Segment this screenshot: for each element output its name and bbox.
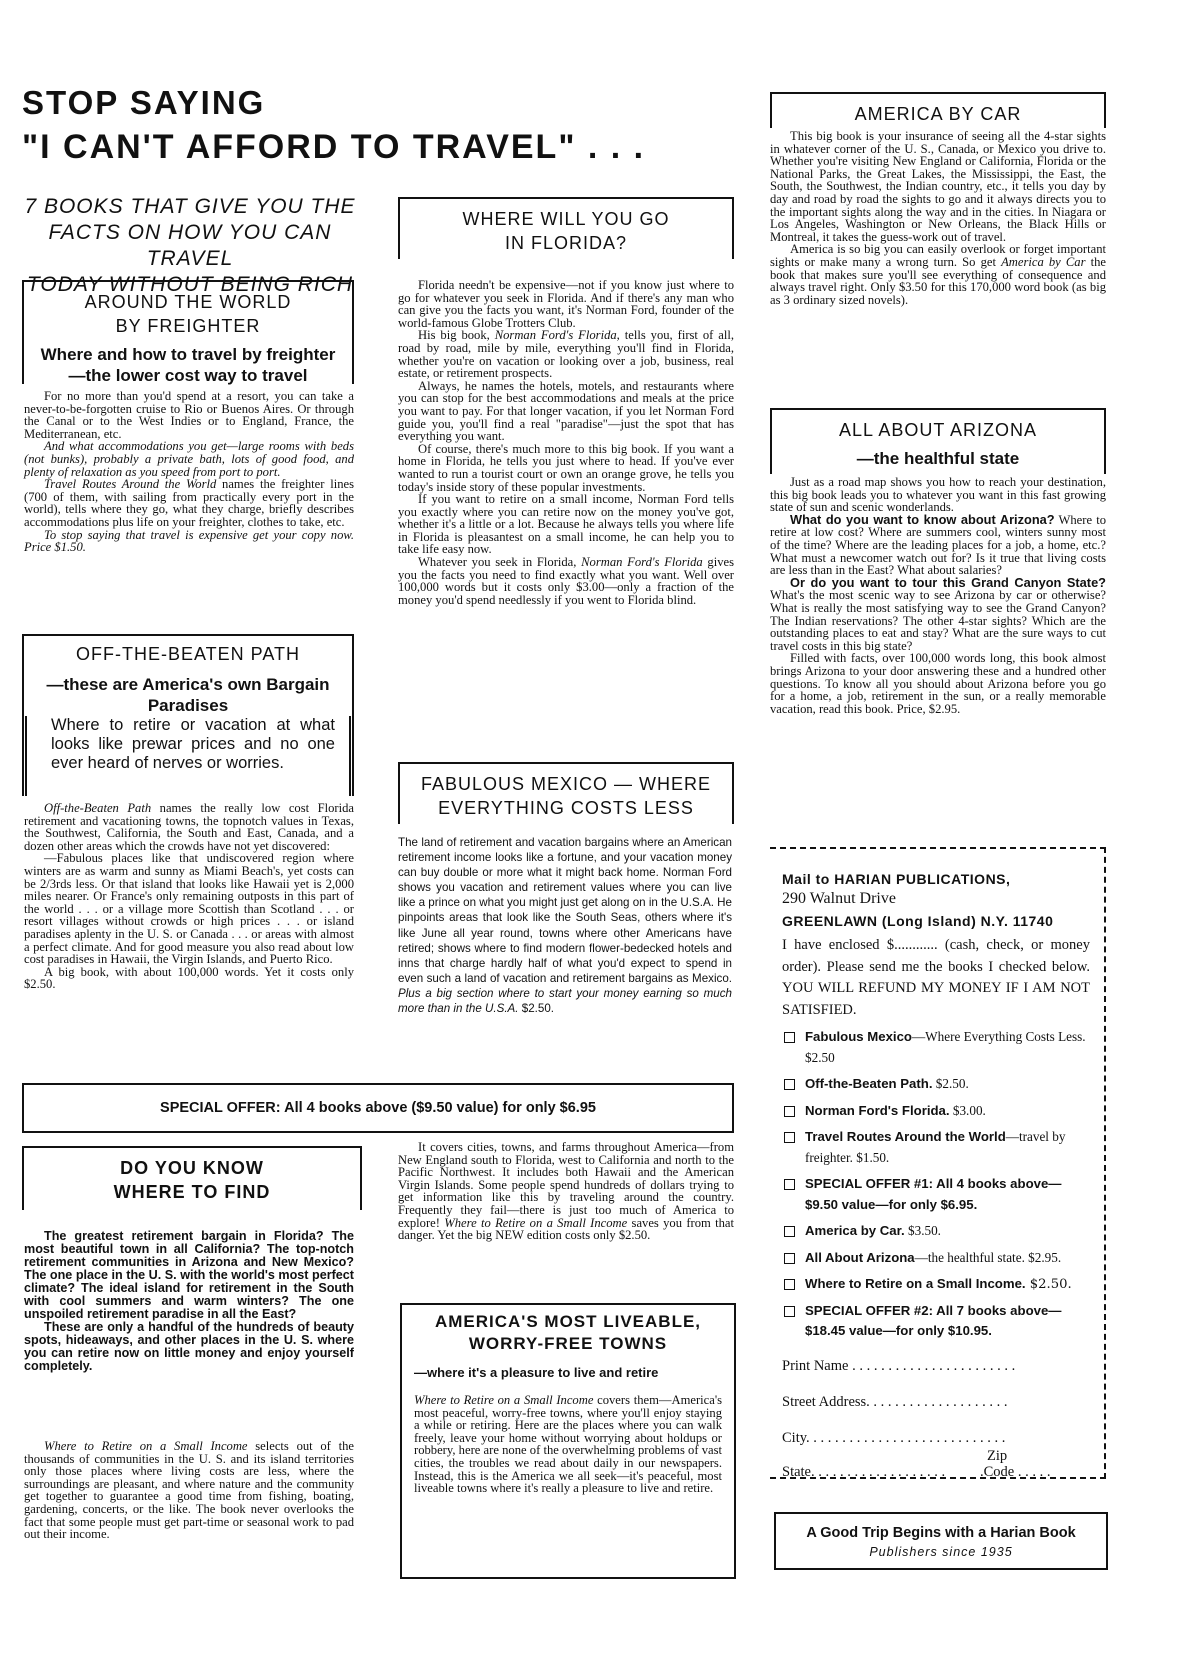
checkbox[interactable]	[784, 1306, 795, 1317]
offbeaten-callout	[22, 716, 354, 796]
mexico-title-2: EVERYTHING COSTS LESS	[438, 798, 694, 818]
doyouknow-paragraph: The greatest retirement bargain in Florida? The most beautiful town in all California? The top-notch retirement communities in Arizona and New Mexico? The one place in the U. S. with the world's most perfect climate? The ideal island for retirement in the South with cool summers and warm winters? The one unspoiled retirement paradise in all the East?	[24, 1229, 354, 1321]
item-title: Travel Routes Around the World	[805, 1129, 1006, 1144]
offbeaten-subtitle-2: Paradises	[147, 696, 229, 715]
doyouknow-paragraph	[24, 1440, 354, 1541]
checkbox[interactable]	[784, 1279, 795, 1290]
arizona-title: ALL ABOUT ARIZONA	[838, 420, 1038, 440]
item-detail: $2.50.	[1025, 1277, 1072, 1292]
freighter-paragraph: For no more than you'd spend at a resort, you can take a never-to-be-forgotten cruise to Rio or Buenos Aires. Or through the Canal or to the West Indies or to England, France, the Mediterranean, etc.	[24, 389, 354, 441]
florida-paragraph	[398, 556, 734, 606]
florida-paragraph: If you want to retire on a small income, Norman Ford tells you exactly where you can retire now on the money you've got, whether it's a little or a lot. Because he always tells you where life in Florida is pleasantest on a small income, he can help you to take life easy now.	[398, 492, 734, 557]
intro-line: TODAY WITHOUT BEING RICH	[26, 273, 354, 296]
florida-body	[398, 279, 734, 606]
arizona-heading-box	[770, 408, 1106, 474]
special-offer-text: SPECIAL OFFER: All 4 books above ($9.50 value) for only $6.95	[160, 1100, 596, 1116]
offbeaten-callout-text: Where to retire or vacation at what looks like prewar prices and no one ever heard of nerves or worries.	[51, 716, 335, 772]
item-title: Where to Retire on a Small Income.	[805, 1276, 1026, 1291]
car-title: AMERICA BY CAR	[854, 104, 1022, 124]
order-city: GREENLAWN (Long Island) N.Y. 11740	[782, 913, 1054, 929]
doyouknow-title-2: WHERE TO FIND	[113, 1182, 271, 1202]
text-run: America is so big you can easily overlook or forget important sights or make many a wrong turn. So get	[770, 242, 1106, 269]
item-title: SPECIAL OFFER #1: All 4 books above—$9.50 value—for only $6.95.	[805, 1176, 1062, 1212]
florida-title-2: IN FLORIDA?	[504, 233, 628, 253]
covers-body	[398, 1141, 734, 1242]
order-item-special-2[interactable]	[782, 1301, 1090, 1342]
city-field[interactable]: City. . . . . . . . . . . . . . . . . . . . . . . . . . . .	[782, 1429, 1006, 1446]
checkbox[interactable]	[784, 1032, 795, 1043]
order-mail-to: Mail to HARIAN PUBLICATIONS,	[782, 871, 1011, 887]
code-field[interactable]: .Code . . . . .	[980, 1463, 1051, 1480]
freighter-heading-box	[22, 280, 354, 384]
liveable-box	[400, 1303, 736, 1579]
mexico-italic: Plus a big section where to start your money earning so much more than in the U.S.A.	[398, 986, 732, 1016]
doyouknow-title-1: DO YOU KNOW	[120, 1158, 264, 1178]
order-form	[770, 847, 1106, 1479]
item-title: Off-the-Beaten Path.	[805, 1076, 933, 1091]
text-run: What's the most scenic way to see Arizona by car or otherwise? What is really the most satisfying way to see the Grand Canyon? The Indian reservations? The other 4-star sights? Which are the outstanding places to eat and stay? What are the sure ways to cut travel costs in this big state?	[770, 588, 1106, 653]
arizona-question: What do you want to know about Arizona?	[790, 511, 1055, 527]
order-address: 290 Walnut Drive	[782, 890, 896, 907]
doyouknow-lead	[24, 1230, 354, 1373]
order-item-arizona[interactable]	[782, 1248, 1090, 1269]
florida-paragraph	[398, 329, 734, 379]
item-detail: $2.50.	[932, 1076, 969, 1091]
freighter-paragraph: And what accommodations you get—large rooms with beds (not bunks), probably a private bath, lots of good food, and plenty of relaxation as you speed from port to port.	[24, 439, 354, 479]
florida-heading-box	[398, 197, 734, 259]
checkbox[interactable]	[784, 1253, 795, 1264]
liveable-body	[414, 1394, 722, 1495]
order-item-car[interactable]	[782, 1221, 1090, 1242]
car-paragraph	[770, 243, 1106, 306]
car-paragraph: This big book is your insurance of seeing all the 4-star sights in whatever corner of the U. S., Canada, or Mexico you drive to. Whether you're visiting New England or California, Florida or the National Parks, the Great Lakes, the Mississippi, the East, the South, the Southwest, the Indian country, etc., it tells you day by day and road by road the sights to go and it always directs you to the important sights along the way and in the cities. In Niagara or Los Angeles, Washington or New Orleans, the Black Hills or Montreal, it takes the guess-work out of travel.	[770, 129, 1106, 244]
text-run: tells you, first of all, road by road, mile by mile, everything you'll find in Florida, whether you're on vacation or looking over a job, business, real estate, or retirement prospects.	[398, 328, 734, 381]
mexico-heading-box	[398, 762, 734, 824]
text-run: names the really low cost Florida retirement and vacationing towns, the topnotch values in Texas, the Southwest, California, the South and East, Canada, and a dozen other areas which the crowds have not yet discovered:	[24, 801, 354, 853]
offbeaten-subtitle-1: —these are America's own Bargain	[46, 675, 330, 694]
headline-line-2: "I CAN'T AFFORD TO TRAVEL" . . .	[22, 128, 646, 166]
arizona-subtitle: —the healthful state	[856, 449, 1020, 468]
order-item-freighter[interactable]	[782, 1127, 1090, 1168]
item-detail: —travel by freighter. $1.50.	[805, 1129, 1066, 1165]
zip-label: Zip	[987, 1447, 1008, 1464]
state-zip-row	[782, 1448, 1090, 1482]
order-item-offbeaten[interactable]	[782, 1074, 1090, 1095]
item-title: Fabulous Mexico	[805, 1029, 912, 1044]
offbeaten-paragraph: —Fabulous places like that undiscovered region where winters are as warm and sunny as Miami Beach's, yet costs can be 2/3rds less. Or that island that looks like Hawaii yet is 2,000 miles nearer. Or France's only remaining outposts in this part of the world . . . or a village more Scottish than Scotland . . . or resort villages without crowds or high prices . . . or island paradises aplenty in the U. S. or Canada . . . or areas with almost a perfect climate. And for good measure you also read about low cost paradises in Hawaii, the Virgin Islands, and Puerto Rico.	[24, 851, 354, 967]
order-item-special-1[interactable]	[782, 1174, 1090, 1215]
car-body	[770, 130, 1106, 306]
book-title: Where to Retire on a Small Income	[444, 1215, 628, 1230]
mexico-text: The land of retirement and vacation bargains where an American retirement income looks like a fortune, and your vacation money can buy double or more what it might back home. Norman Ford shows you vacation and retirement values where you can live like a prince on what you might just get along on in the U.S.A. He pinpoints areas that look like the South Seas, others where it's like June all year round, towns where other Americans have retired; shows where to find modern flower-bedecked hotels and inns that charge hardly half of what you'd expect to spend in even such a land of vacation and retirement bargains as Mexico.	[398, 836, 732, 985]
text-run: covers them—America's most peaceful, worry-free towns, where you'll enjoy staying a while or retiring. Here are the places where you can walk freely, leave your home without worrying about holdups or robbery, here are none of the overwhelming problems of vast cities, the troubles we read about daily in our newspapers. Instead, this is the America we all seek—it's peaceful, most liveable towns where it's really a pleasure to live and retire.	[414, 1393, 722, 1496]
book-title: Where to Retire on a Small Income	[44, 1439, 248, 1453]
footer-subtitle: Publishers since 1935	[869, 1545, 1013, 1559]
florida-paragraph: Florida needn't be expensive—not if you know just where to go for whatever you seek in Florida. And if there's any man who can give you the facts you want, it's Norman Ford, founder of the world-famous Globe Trotters Club.	[398, 278, 734, 330]
text-run: saves you from that danger. Yet the big NEW edition costs only $2.50.	[398, 1215, 734, 1243]
headline-line-1: STOP SAYING	[22, 84, 266, 121]
checkbox[interactable]	[784, 1132, 795, 1143]
book-title: Off-the-Beaten Path	[44, 801, 152, 815]
car-heading-box	[770, 92, 1106, 128]
freighter-subtitle-1: Where and how to travel by freighter	[40, 345, 336, 364]
arizona-body	[770, 476, 1106, 715]
liveable-subtitle: —where it's a pleasure to live and retire	[414, 1365, 659, 1380]
street-address-field[interactable]: Street Address. . . . . . . . . . . . . . . . . . . .	[782, 1393, 1008, 1410]
freighter-paragraph: To stop saying that travel is expensive get your copy now. Price $1.50.	[24, 527, 354, 555]
order-enclosed: I have enclosed $............ (cash, check, or money order). Please send me the books I checked below. YOU WILL REFUND MY MONEY IF I AM NOT SATISFIED.	[782, 937, 1090, 1018]
offbeaten-body	[24, 802, 354, 991]
footer-box	[774, 1512, 1108, 1570]
text-run: gives you the facts you need to find exactly what you want. Well over 100,000 words but it costs only $3.00—only a fraction of the money you'd spend needlessly if you went to Florida blind.	[398, 555, 734, 607]
item-title: America by Car.	[805, 1223, 905, 1238]
mexico-price: $2.50.	[521, 1002, 554, 1016]
florida-paragraph: Of course, there's much more to this big book. If you want a home in Florida, he tells you just where to head. If you've ever wanted to run a tourist court or own an orange grove, he tells you today's inside story of these popular investments.	[398, 441, 734, 494]
text-run: names the freighter lines (700 of them, with sailing from practically every port in the world), tells where they go, what they charge, briefly describes accommodations plus life on your freighter, clothes to take, etc.	[24, 477, 354, 529]
print-name-field[interactable]: Print Name . . . . . . . . . . . . . . . . . . . . . . .	[782, 1357, 1016, 1374]
arizona-paragraph: Just as a road map shows you how to reach your destination, this big book leads you to whatever you want in this fast growing state of sun and scenic wonderlands.	[770, 475, 1106, 515]
freighter-body	[24, 390, 354, 554]
checkbox[interactable]	[784, 1079, 795, 1090]
doyouknow-paragraph: These are only a handful of the hundreds of beauty spots, hideaways, and other places in the U. S. where you can retire now on little money and enjoy yourself completely.	[24, 1320, 354, 1373]
mexico-title-1: FABULOUS MEXICO — WHERE	[420, 774, 712, 794]
arizona-question: Or do you want to tour this Grand Canyon State?	[790, 574, 1106, 590]
offbeaten-paragraph: A big book, with about 100,000 words. Yet it costs only $2.50.	[24, 964, 354, 992]
arizona-paragraph	[770, 511, 1106, 578]
state-field[interactable]: State. . . . . . . . . . . . . . . . . . .	[782, 1463, 946, 1480]
book-title: Where to Retire on a Small Income	[414, 1393, 594, 1407]
offbeaten-heading-box	[22, 634, 354, 720]
order-item-florida[interactable]	[782, 1101, 1090, 1122]
item-detail: $3.00.	[949, 1102, 986, 1118]
florida-paragraph: Always, he names the hotels, motels, and restaurants where you can stop for the best accommodations and meals at the price you want to pay. For that longer vacation, if you let Norman Ford guide you, you'll find a real "paradise"—just the spot that has everything you want.	[398, 378, 734, 444]
footer-title: A Good Trip Begins with a Harian Book	[806, 1525, 1076, 1541]
item-title: Norman Ford's Florida.	[805, 1102, 950, 1118]
item-title: All About Arizona	[805, 1249, 915, 1265]
item-detail: —Where Everything Costs Less. $2.50	[805, 1029, 1086, 1065]
intro-line: FACTS ON HOW YOU CAN TRAVEL	[48, 221, 332, 270]
text-run: Where to retire at low cost? Where are summers cool, winters sunny most of the time? Where are the leading places for a job, a home, etc.? What must a newcomer watch out for? Is it true that living costs are less than in the East? What about salaries?	[770, 512, 1106, 578]
book-title: America by Car	[1001, 254, 1086, 269]
freighter-paragraph	[24, 478, 354, 528]
text-run: Whatever you seek in Florida,	[418, 555, 582, 570]
offbeaten-title: OFF-THE-BEATEN PATH	[76, 644, 300, 664]
text-run: the book that makes sure you'll see everything of consequence and always travel right. Only $3.50 for this 170,000 word book (as big as 3 ordinary sized novels).	[770, 254, 1106, 307]
offbeaten-paragraph	[24, 802, 354, 852]
covers-paragraph	[398, 1141, 734, 1242]
text-run: selects out of the thousands of communities in the U. S. and its island territories only those places where living costs are less, where the surroundings are pleasant, and where nature and the community get together to guarantee a good time from fishing, boating, gardening, concerts, or the like. The book never overlooks the fact that some people must get part-time or seasonal work to pad out their income.	[24, 1439, 354, 1542]
doyouknow-body	[24, 1440, 354, 1541]
item-title: SPECIAL OFFER #2: All 7 books above—$18.45 value—for only $10.95.	[805, 1302, 1062, 1338]
book-title: Norman Ford's Florida,	[494, 328, 620, 343]
checkbox[interactable]	[784, 1106, 795, 1117]
florida-title-1: WHERE WILL YOU GO	[462, 209, 670, 229]
item-detail: —the healthful state. $2.95.	[914, 1249, 1062, 1265]
book-title: Travel Routes Around the World	[44, 477, 217, 492]
item-detail: $3.50.	[904, 1223, 941, 1238]
order-item-retire[interactable]	[782, 1274, 1090, 1295]
checkbox[interactable]	[784, 1226, 795, 1237]
freighter-title-2: BY FREIGHTER	[115, 316, 261, 336]
order-item-mexico[interactable]	[782, 1027, 1090, 1068]
checkbox[interactable]	[784, 1179, 795, 1190]
arizona-paragraph: Filled with facts, over 100,000 words long, this book almost brings Arizona to your door answering these and a hundred other questions. To know all you should about Arizona before you go for a home, a job, retirement in the sun, or a really memorable vacation, read this book. Price, $2.95.	[770, 651, 1106, 716]
liveable-title-1: AMERICA'S MOST LIVEABLE,	[434, 1312, 702, 1331]
text-run: It covers cities, towns, and farms throughout America—from New England south to Florida, west to California and north to the Pacific Northwest. It includes both Hawaii and the American Virgin Islands. Some people spend hundreds of dollars trying to get information like this by traveling around the country. Frequently they fail—there is just too much of America to explore!	[398, 1140, 734, 1230]
arizona-paragraph	[770, 574, 1106, 653]
intro-line: 7 BOOKS THAT GIVE YOU THE	[24, 195, 356, 218]
text-run: His big book,	[418, 328, 495, 343]
book-title: Norman Ford's Florida	[581, 555, 703, 570]
liveable-title-2: WORRY-FREE TOWNS	[468, 1334, 668, 1353]
mexico-body	[398, 835, 732, 1016]
freighter-subtitle-2: —the lower cost way to travel	[68, 366, 308, 385]
doyouknow-heading-box	[22, 1146, 362, 1210]
freighter-title-1: AROUND THE WORLD	[84, 292, 292, 312]
special-offer-box	[22, 1083, 734, 1133]
